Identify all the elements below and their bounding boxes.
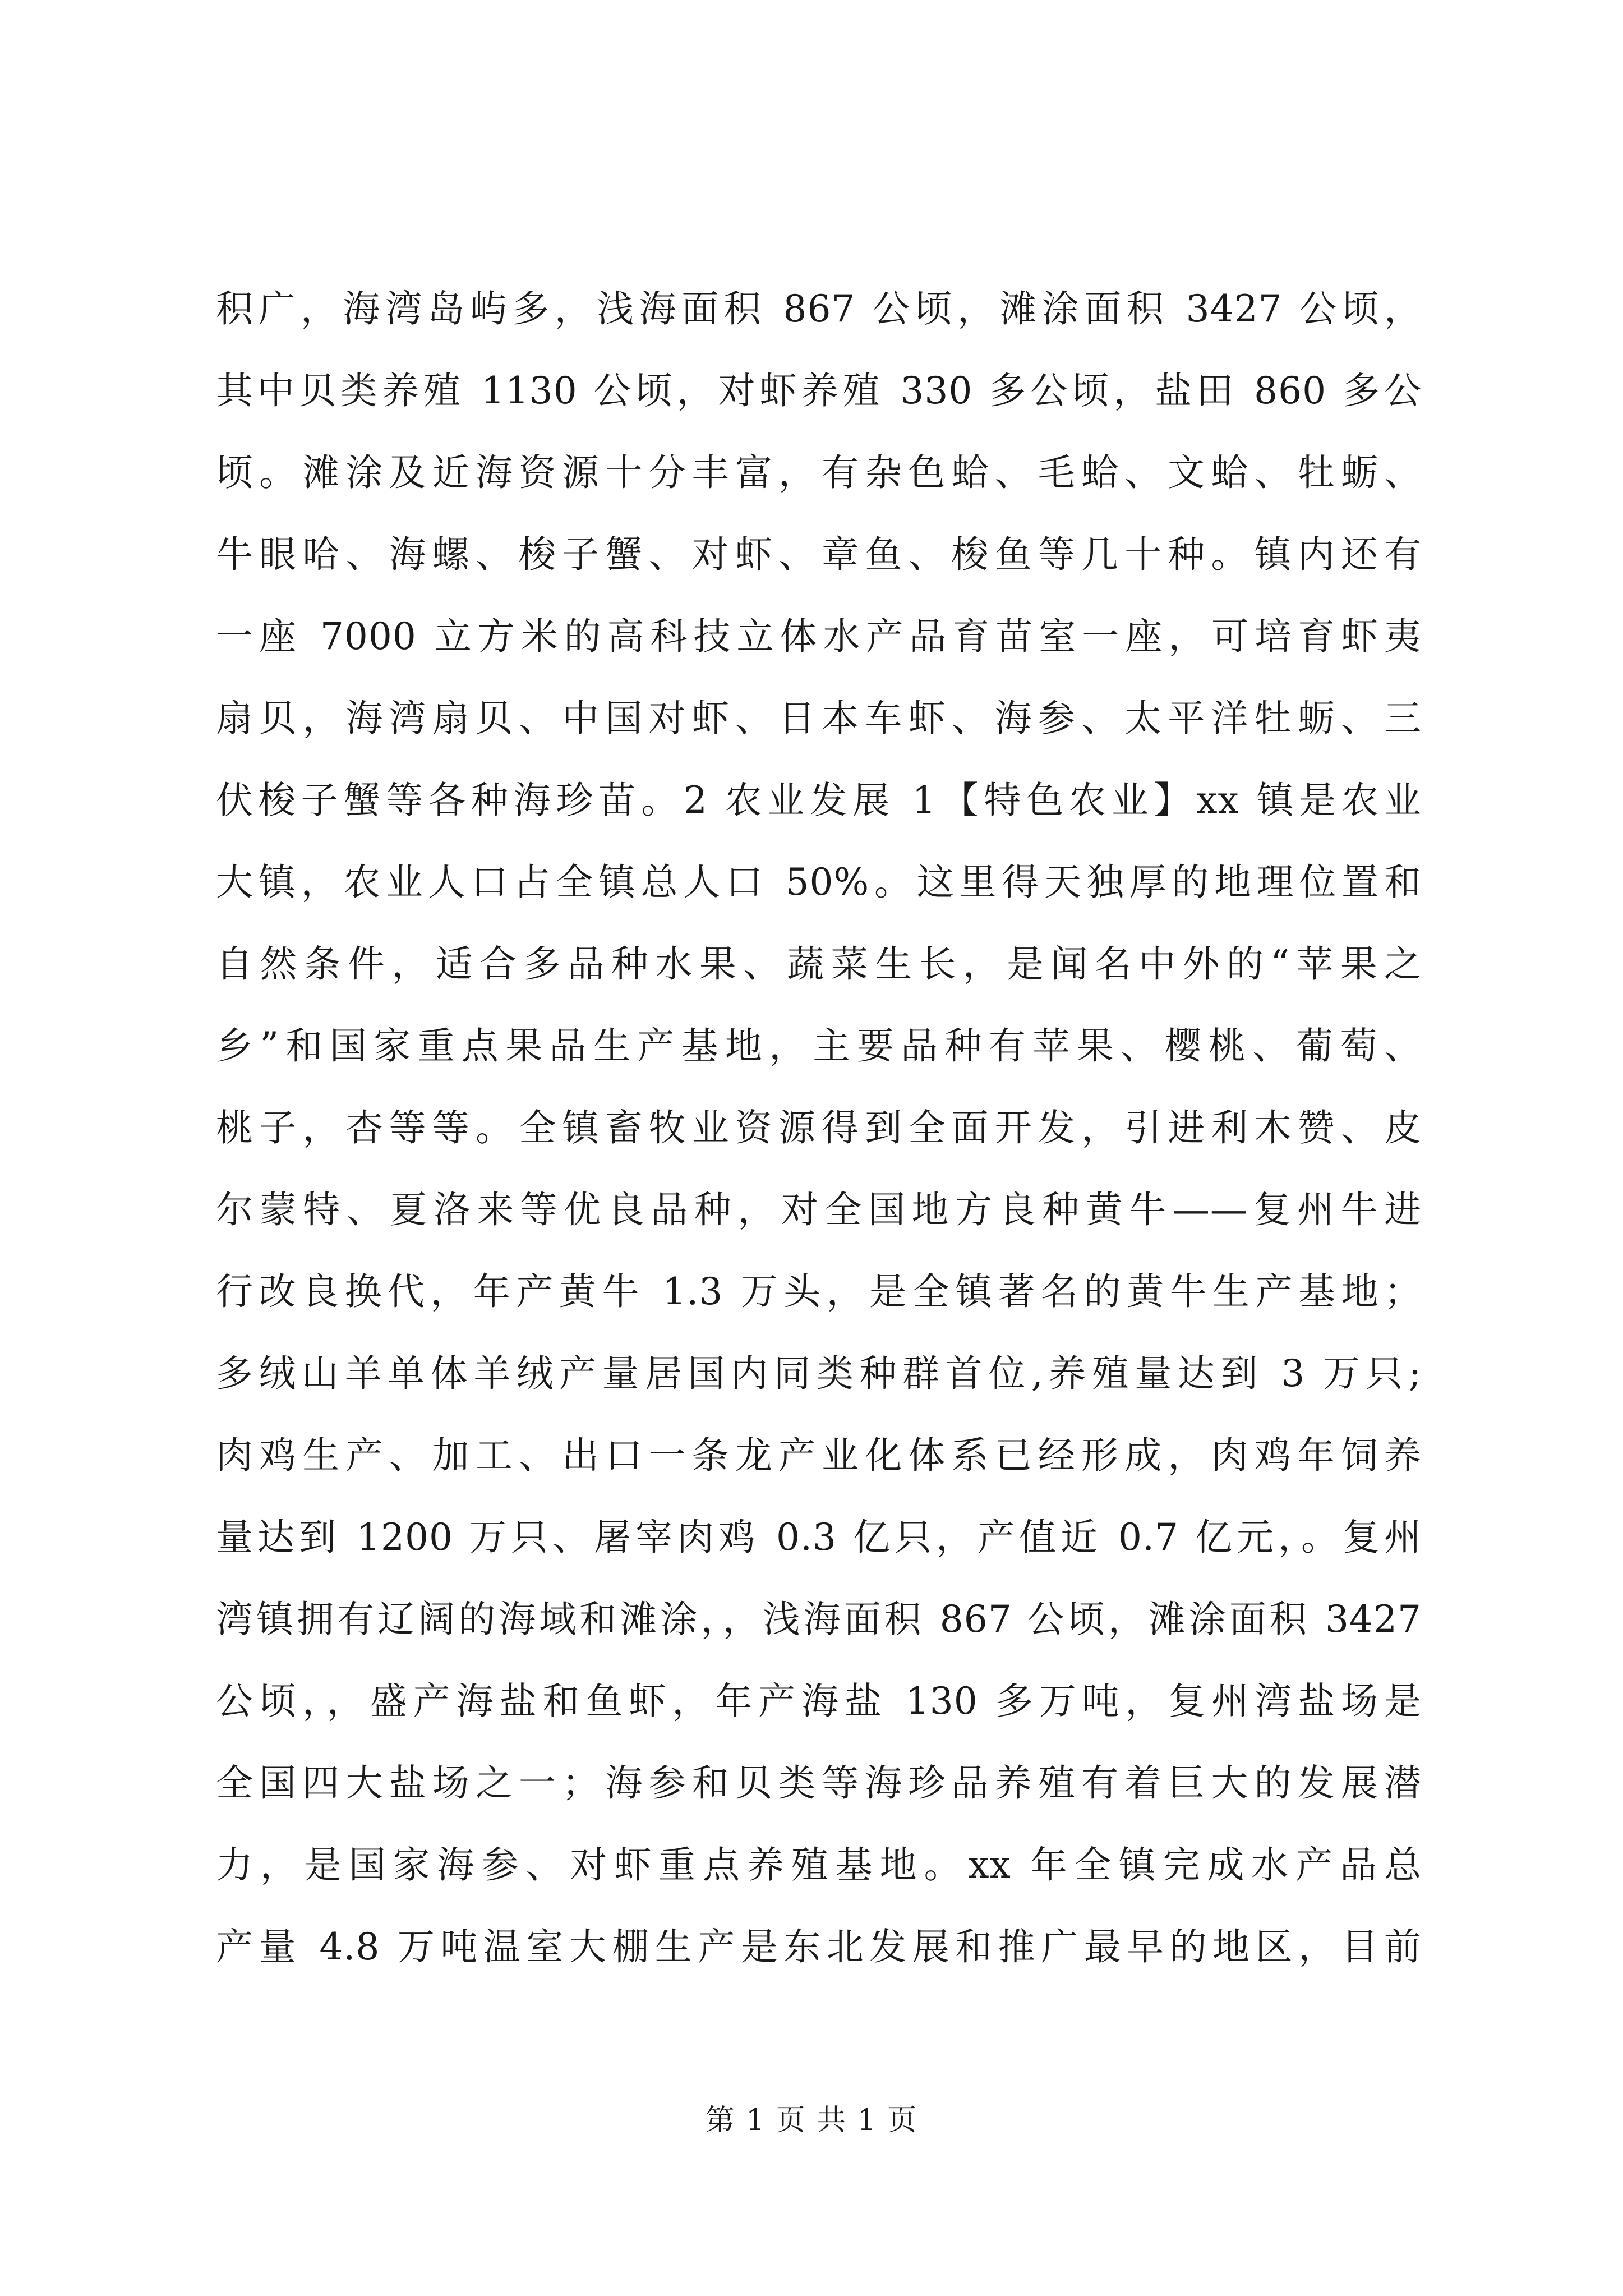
text-line: 行改良换代，年产黄牛 1.3 万头，是全镇著名的黄牛生产基地； bbox=[216, 1270, 1422, 1313]
text-line: 全国四大盐场之一；海参和贝类等海珍品养殖有着巨大的发展潜 bbox=[216, 1761, 1422, 1805]
page-number-label: 第 1 页 共 1 页 bbox=[705, 2104, 918, 2137]
text-line: 顷。滩涂及近海资源十分丰富，有杂色蛤、毛蛤、文蛤、牡蛎、 bbox=[216, 451, 1422, 494]
text-line: 乡”和国家重点果品生产基地，主要品种有苹果、樱桃、葡萄、 bbox=[216, 1024, 1422, 1068]
text-line: 伏梭子蟹等各种海珍苗。2 农业发展 1【特色农业】xx 镇是农业 bbox=[216, 779, 1422, 822]
text-line: 牛眼哈、海螺、梭子蟹、对虾、章鱼、梭鱼等几十种。镇内还有 bbox=[216, 533, 1422, 576]
body-text bbox=[216, 268, 1422, 1988]
page-footer bbox=[0, 2101, 1623, 2140]
text-line: 多绒山羊单体羊绒产量居国内同类种群首位,养殖量达到 3 万只; bbox=[216, 1352, 1422, 1395]
text-line: 产量 4.8 万吨温室大棚生产是东北发展和推广最早的地区，目前 bbox=[216, 1925, 1422, 1968]
text-line: 桃子，杏等等。全镇畜牧业资源得到全面开发，引进利木赞、皮 bbox=[216, 1106, 1422, 1149]
text-line: 湾镇拥有辽阔的海域和滩涂，，浅海面积 867 公顷，滩涂面积 3427 bbox=[216, 1598, 1422, 1641]
text-line: 一座 7000 立方米的高科技立体水产品育苗室一座，可培育虾夷 bbox=[216, 615, 1422, 658]
text-line: 自然条件，适合多品种水果、蔬菜生长，是闻名中外的“苹果之 bbox=[216, 942, 1422, 986]
text-line: 扇贝，海湾扇贝、中国对虾、日本车虾、海参、太平洋牡蛎、三 bbox=[216, 697, 1422, 740]
text-line: 力，是国家海参、对虾重点养殖基地。xx 年全镇完成水产品总 bbox=[216, 1843, 1422, 1887]
text-line: 量达到 1200 万只、屠宰肉鸡 0.3 亿只，产值近 0.7 亿元，。复州 bbox=[216, 1516, 1422, 1559]
text-line: 公顷，，盛产海盐和鱼虾，年产海盐 130 多万吨，复州湾盐场是 bbox=[216, 1680, 1422, 1723]
text-line: 大镇，农业人口占全镇总人口 50%。这里得天独厚的地理位置和 bbox=[216, 861, 1422, 904]
text-line: 肉鸡生产、加工、出口一条龙产业化体系已经形成，肉鸡年饲养 bbox=[216, 1434, 1422, 1477]
text-line: 其中贝类养殖 1130 公顷，对虾养殖 330 多公顷，盐田 860 多公 bbox=[216, 369, 1422, 412]
text-line: 积广，海湾岛屿多，浅海面积 867 公顷，滩涂面积 3427 公顷， bbox=[216, 287, 1422, 330]
text-line: 尔蒙特、夏洛来等优良品种，对全国地方良种黄牛——复州牛进 bbox=[216, 1188, 1422, 1231]
